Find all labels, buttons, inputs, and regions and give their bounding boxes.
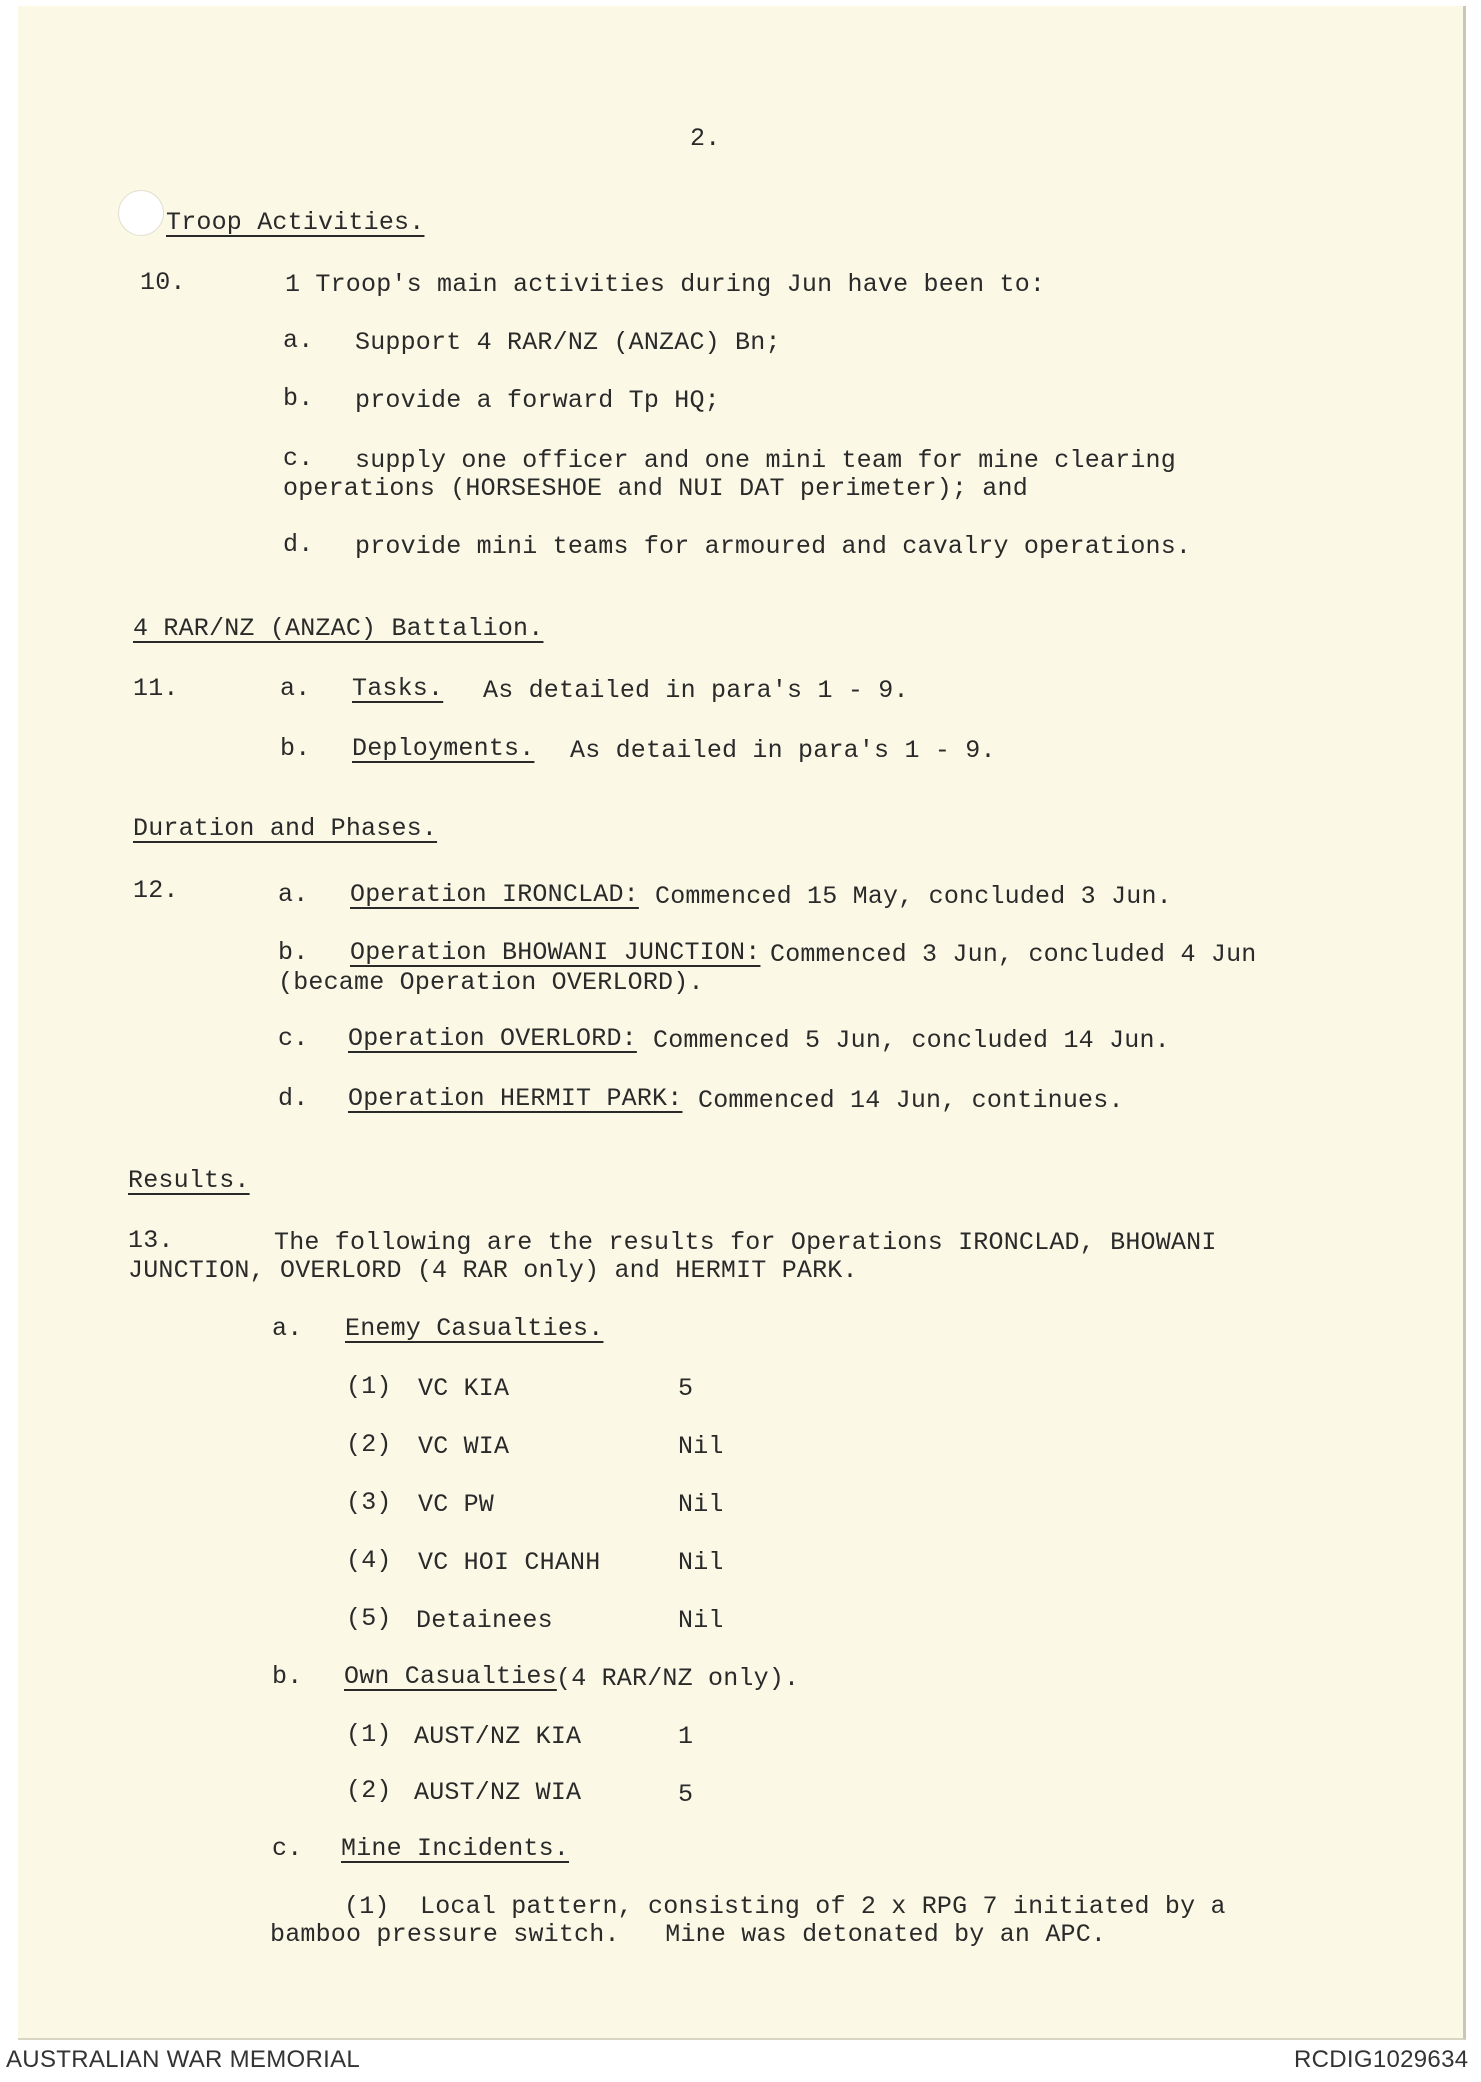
enemy-row-2-label: VC WIA — [418, 1432, 510, 1461]
page-number: 2. — [690, 124, 721, 153]
own-row-1-label: AUST/NZ KIA — [414, 1722, 582, 1751]
item-a-label: a. — [283, 326, 314, 355]
mine-label: c. — [272, 1834, 303, 1863]
own-label: b. — [272, 1662, 303, 1691]
own-row-2-num: (2) — [346, 1776, 392, 1805]
own-row-2-label: AUST/NZ WIA — [414, 1778, 582, 1807]
mine-title: Mine Incidents. — [341, 1834, 570, 1863]
item-d-text: provide mini teams for armoured and cavalry operations. — [355, 532, 1192, 561]
mine-text-line2: bamboo pressure switch. Mine was detonated by an APC. — [270, 1920, 1107, 1949]
enemy-row-3-label: VC PW — [418, 1490, 495, 1519]
op-c-label: c. — [278, 1024, 309, 1053]
deployments-title: Deployments. — [352, 734, 535, 763]
mine-text-line1: (1) Local pattern, consisting of 2 x RPG 7 initiated by a — [344, 1892, 1226, 1921]
results-intro-line2: JUNCTION, OVERLORD (4 RAR only) and HERMIT PARK. — [128, 1256, 858, 1285]
op-b-label: b. — [278, 938, 309, 967]
para-10-number: 10. — [140, 268, 186, 297]
punch-hole — [118, 190, 164, 236]
enemy-row-5-value: Nil — [678, 1606, 724, 1635]
op-d-text: Commenced 14 Jun, continues. — [698, 1086, 1124, 1115]
deployments-label: b. — [280, 734, 311, 763]
tasks-label: a. — [280, 674, 311, 703]
enemy-title: Enemy Casualties. — [345, 1314, 604, 1343]
footer-record-id: RCDIG1029634 — [1294, 2046, 1469, 2073]
duration-heading: Duration and Phases. — [133, 814, 438, 843]
own-row-1-value: 1 — [678, 1722, 694, 1751]
tasks-text: As detailed in para's 1 - 9. — [483, 676, 909, 705]
deployments-text: As detailed in para's 1 - 9. — [570, 736, 996, 765]
op-b-name: Operation BHOWANI JUNCTION: — [350, 938, 761, 967]
item-c-text-line1: supply one officer and one mini team for mine clearing — [355, 446, 1176, 475]
results-intro-line1: The following are the results for Operations IRONCLAD, BHOWANI — [274, 1228, 1217, 1257]
document-page — [18, 6, 1466, 2040]
op-c-text: Commenced 5 Jun, concluded 14 Jun. — [653, 1026, 1170, 1055]
op-a-label: a. — [278, 880, 309, 909]
own-row-1-num: (1) — [346, 1720, 392, 1749]
tasks-title: Tasks. — [352, 674, 444, 703]
para-13-number: 13. — [128, 1226, 174, 1255]
enemy-row-3-value: Nil — [678, 1490, 724, 1519]
op-b-text: Commenced 3 Jun, concluded 4 Jun — [770, 940, 1257, 969]
own-row-2-value: 5 — [678, 1780, 694, 1809]
op-a-text: Commenced 15 May, concluded 3 Jun. — [655, 882, 1172, 911]
enemy-row-1-label: VC KIA — [418, 1374, 510, 1403]
op-d-label: d. — [278, 1084, 309, 1113]
item-c-label: c. — [283, 444, 314, 473]
para-11-number: 11. — [133, 674, 179, 703]
op-a-name: Operation IRONCLAD: — [350, 880, 639, 909]
para-12-number: 12. — [133, 876, 179, 905]
own-suffix: (4 RAR/NZ only). — [556, 1664, 800, 1693]
para-10-intro: 1 Troop's main activities during Jun have been to: — [285, 270, 1046, 299]
enemy-row-2-num: (2) — [346, 1430, 392, 1459]
own-title: Own Casualties — [344, 1662, 557, 1691]
enemy-row-4-num: (4) — [346, 1546, 392, 1575]
footer-archive-name: AUSTRALIAN WAR MEMORIAL — [6, 2046, 361, 2073]
item-a-text: Support 4 RAR/NZ (ANZAC) Bn; — [355, 328, 781, 357]
enemy-row-1-value: 5 — [678, 1374, 694, 1403]
item-d-label: d. — [283, 530, 314, 559]
enemy-row-2-value: Nil — [678, 1432, 724, 1461]
enemy-row-3-num: (3) — [346, 1488, 392, 1517]
results-heading: Results. — [128, 1166, 250, 1195]
enemy-row-4-value: Nil — [678, 1548, 724, 1577]
op-b-text-line2: (became Operation OVERLORD). — [278, 968, 704, 997]
op-d-name: Operation HERMIT PARK: — [348, 1084, 683, 1113]
item-c-text-line2: operations (HORSESHOE and NUI DAT perimeter); and — [283, 474, 1028, 503]
item-b-label: b. — [283, 384, 314, 413]
enemy-row-5-label: Detainees — [416, 1606, 553, 1635]
enemy-row-4-label: VC HOI CHANH — [418, 1548, 601, 1577]
item-b-text: provide a forward Tp HQ; — [355, 386, 720, 415]
op-c-name: Operation OVERLORD: — [348, 1024, 637, 1053]
enemy-label: a. — [272, 1314, 303, 1343]
enemy-row-5-num: (5) — [346, 1604, 392, 1633]
enemy-row-1-num: (1) — [346, 1372, 392, 1401]
battalion-heading: 4 RAR/NZ (ANZAC) Battalion. — [133, 614, 544, 643]
troop-heading: Troop Activities. — [166, 208, 425, 237]
